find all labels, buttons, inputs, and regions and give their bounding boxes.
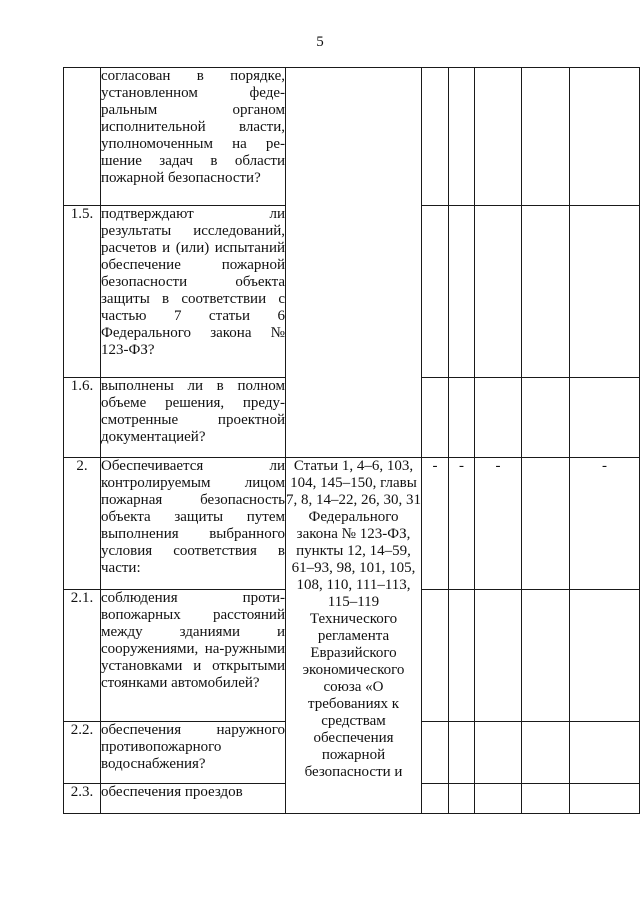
note-cell xyxy=(570,784,640,814)
answer-cell-yes xyxy=(422,722,449,784)
answer-cell-yes xyxy=(422,378,449,458)
item-number: 2. xyxy=(64,458,101,590)
reference-cell-empty xyxy=(286,68,422,458)
answer-cell-na xyxy=(475,206,522,378)
note-cell xyxy=(570,722,640,784)
answer-mark: - xyxy=(422,458,449,590)
requirement-text: обеспечения наружного противопожарного водоснабжения? xyxy=(101,722,286,784)
item-number: 2.2. xyxy=(64,722,101,784)
answer-cell-na xyxy=(475,784,522,814)
answer-cell-no xyxy=(449,68,475,206)
item-number xyxy=(64,68,101,206)
answer-cell-na xyxy=(475,722,522,784)
checklist-table xyxy=(63,67,640,814)
requirement-text: выполнены ли в полном объеме решения, преду-смотренные проектной документацией? xyxy=(101,378,286,458)
answer-cell-no xyxy=(449,206,475,378)
answer-cell-extra xyxy=(522,68,570,206)
item-number: 2.1. xyxy=(64,590,101,722)
answer-cell-yes xyxy=(422,68,449,206)
answer-cell-na xyxy=(475,378,522,458)
answer-mark: - xyxy=(475,458,522,590)
answer-cell-na xyxy=(475,68,522,206)
answer-cell-no xyxy=(449,784,475,814)
answer-mark: - xyxy=(570,458,640,590)
answer-cell-extra xyxy=(522,378,570,458)
requirement-text: Обеспечивается ли контролируемым лицом пожарная безопасность объекта защиты путем выполнения выбранного условия соответствия в части: xyxy=(101,458,286,590)
answer-cell-yes xyxy=(422,206,449,378)
answer-cell-na xyxy=(475,590,522,722)
requirement-text: подтверждают ли результаты исследований, расчетов и (или) испытаний обеспечение пожарной безопасности объекта защиты в соответствии с частью 7 статьи 6 Федерального закона № 123-ФЗ? xyxy=(101,206,286,378)
note-cell xyxy=(570,68,640,206)
answer-cell-yes xyxy=(422,784,449,814)
answer-cell-extra xyxy=(522,590,570,722)
answer-cell-no xyxy=(449,590,475,722)
requirement-text: соблюдения проти-вопожарных расстояний между зданиями и сооружениями, на-ружными установками и открытыми стоянками автомобилей? xyxy=(101,590,286,722)
note-cell xyxy=(570,378,640,458)
answer-cell-extra xyxy=(522,206,570,378)
table-row xyxy=(64,68,640,206)
answer-cell-extra xyxy=(522,784,570,814)
note-cell xyxy=(570,590,640,722)
answer-mark: - xyxy=(449,458,475,590)
page-number: 5 xyxy=(316,34,324,50)
answer-cell-extra xyxy=(522,722,570,784)
table-row xyxy=(64,458,640,590)
item-number: 2.3. xyxy=(64,784,101,814)
note-cell xyxy=(570,206,640,378)
legal-reference: Статьи 1, 4–6, 103, 104, 145–150, главы 7, 8, 14–22, 26, 30, 31 Федерального закона № 123-ФЗ, пункты 12, 14–59, 61–93, 98, 101, 105, 108, 110, 111–113, 115–119 Технического регламента Евразийского экономического союза «О требованиях к средствам обеспечения пожарной безопасности и xyxy=(286,458,422,814)
requirement-text: согласован в порядке, установленном феде-ральным органом исполнительной власти, уполномоченным на ре-шение задач в области пожарной безопасности? xyxy=(101,68,286,206)
item-number: 1.5. xyxy=(64,206,101,378)
item-number: 1.6. xyxy=(64,378,101,458)
answer-cell-no xyxy=(449,378,475,458)
requirement-text: обеспечения проездов xyxy=(101,784,286,814)
answer-cell-yes xyxy=(422,590,449,722)
answer-cell-no xyxy=(449,722,475,784)
answer-cell-extra xyxy=(522,458,570,590)
